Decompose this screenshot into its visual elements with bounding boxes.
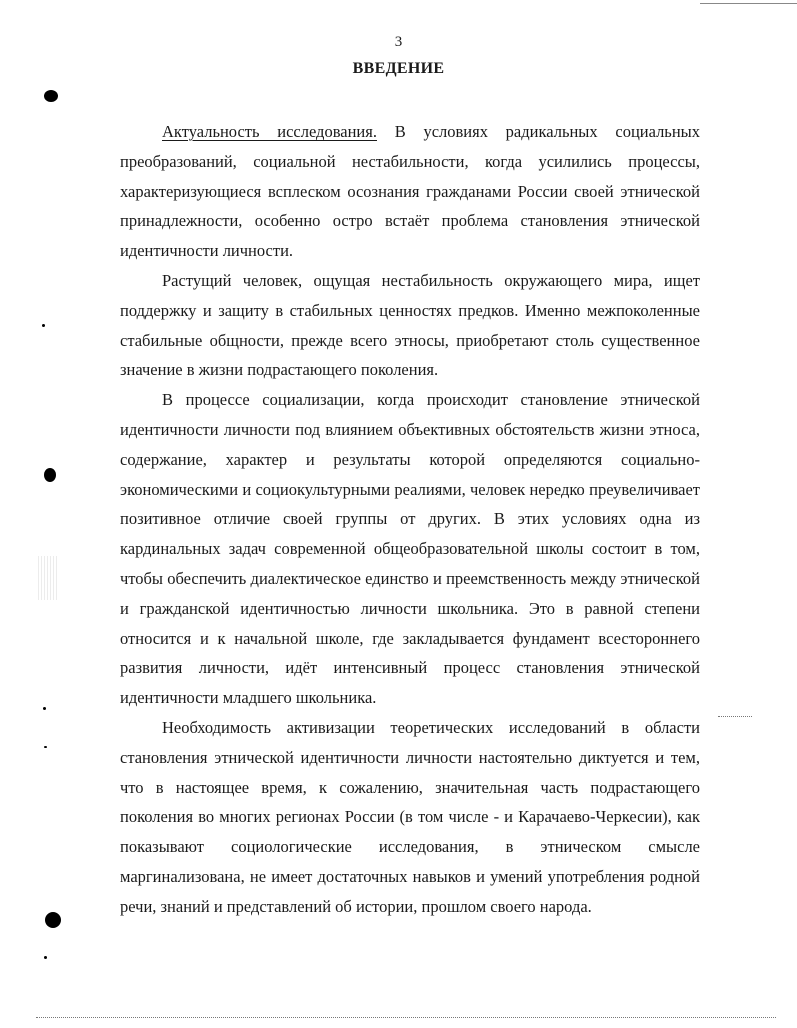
scan-speck	[45, 912, 61, 928]
relevance-lead: Актуальность исследования.	[162, 122, 377, 141]
scan-edge-line	[36, 1017, 776, 1018]
scan-edge-line	[700, 3, 797, 4]
paragraph-text: Растущий человек, ощущая нестабильность окружающего мира, ищет поддержку и защиту в стабильных ценностях предков. Именно межпоколенные стабильные общности, прежде всего этносы, приобретают столь существенное значение в жизни подрастающего поколения.	[120, 270, 700, 380]
scan-speck	[44, 956, 47, 959]
scan-speck	[44, 746, 47, 748]
scan-edge-line	[718, 716, 752, 717]
page-title: ВВЕДЕНИЕ	[352, 60, 445, 77]
scan-speck	[44, 468, 56, 482]
paragraph-relevance	[120, 117, 700, 266]
paragraph-text: В процессе социализации, когда происходит становление этнической идентичности личности под влиянием объективных обстоятельств жизни этноса, содержание, характер и результаты которой определяются социально-экономическими и социокультурными реалиями, человек нередко преувеличивает позитивное отличие своей группы от других. В этих условиях одна из кардинальных задач современной общеобразовательной школы состоит в том, чтобы обеспечить диалектическое единство и преемственность между этнической и гражданской идентичностью личности школьника. Это в равной степени относится и к начальной школе, где закладывается фундамент всестороннего развития личности, идёт интенсивный процесс становления этнической идентичности младшего школьника.	[120, 390, 700, 708]
scan-speck	[44, 90, 58, 102]
scan-speck	[42, 324, 45, 327]
page-number: 3	[394, 34, 403, 50]
scan-speck	[43, 707, 46, 710]
paragraph-socialization	[120, 385, 700, 713]
paragraph-text: В условиях радикальных социальных преобразований, социальной нестабильности, когда усилились процессы, характеризующиеся всплеском осознания гражданами России своей этнической принадлежности, особенно остро встаёт проблема становления этнической идентичности личности.	[120, 122, 700, 261]
paragraph-growing-person	[120, 266, 700, 385]
scan-smudge	[38, 556, 58, 600]
paragraph-text: Необходимость активизации теоретических исследований в области становления этнической идентичности личности настоятельно диктуется и тем, что в настоящее время, к сожалению, значительная часть подрастающего поколения во многих регионах России (в том числе - и Карачаево-Черкесии), как показывают социологические исследования, в этническом смысле маргинализована, не имеет достаточных навыков и умений употребления родной речи, знаний и представлений об истории, прошлом своего народа.	[120, 717, 700, 916]
body-text	[120, 117, 700, 922]
paragraph-necessity	[120, 713, 700, 922]
